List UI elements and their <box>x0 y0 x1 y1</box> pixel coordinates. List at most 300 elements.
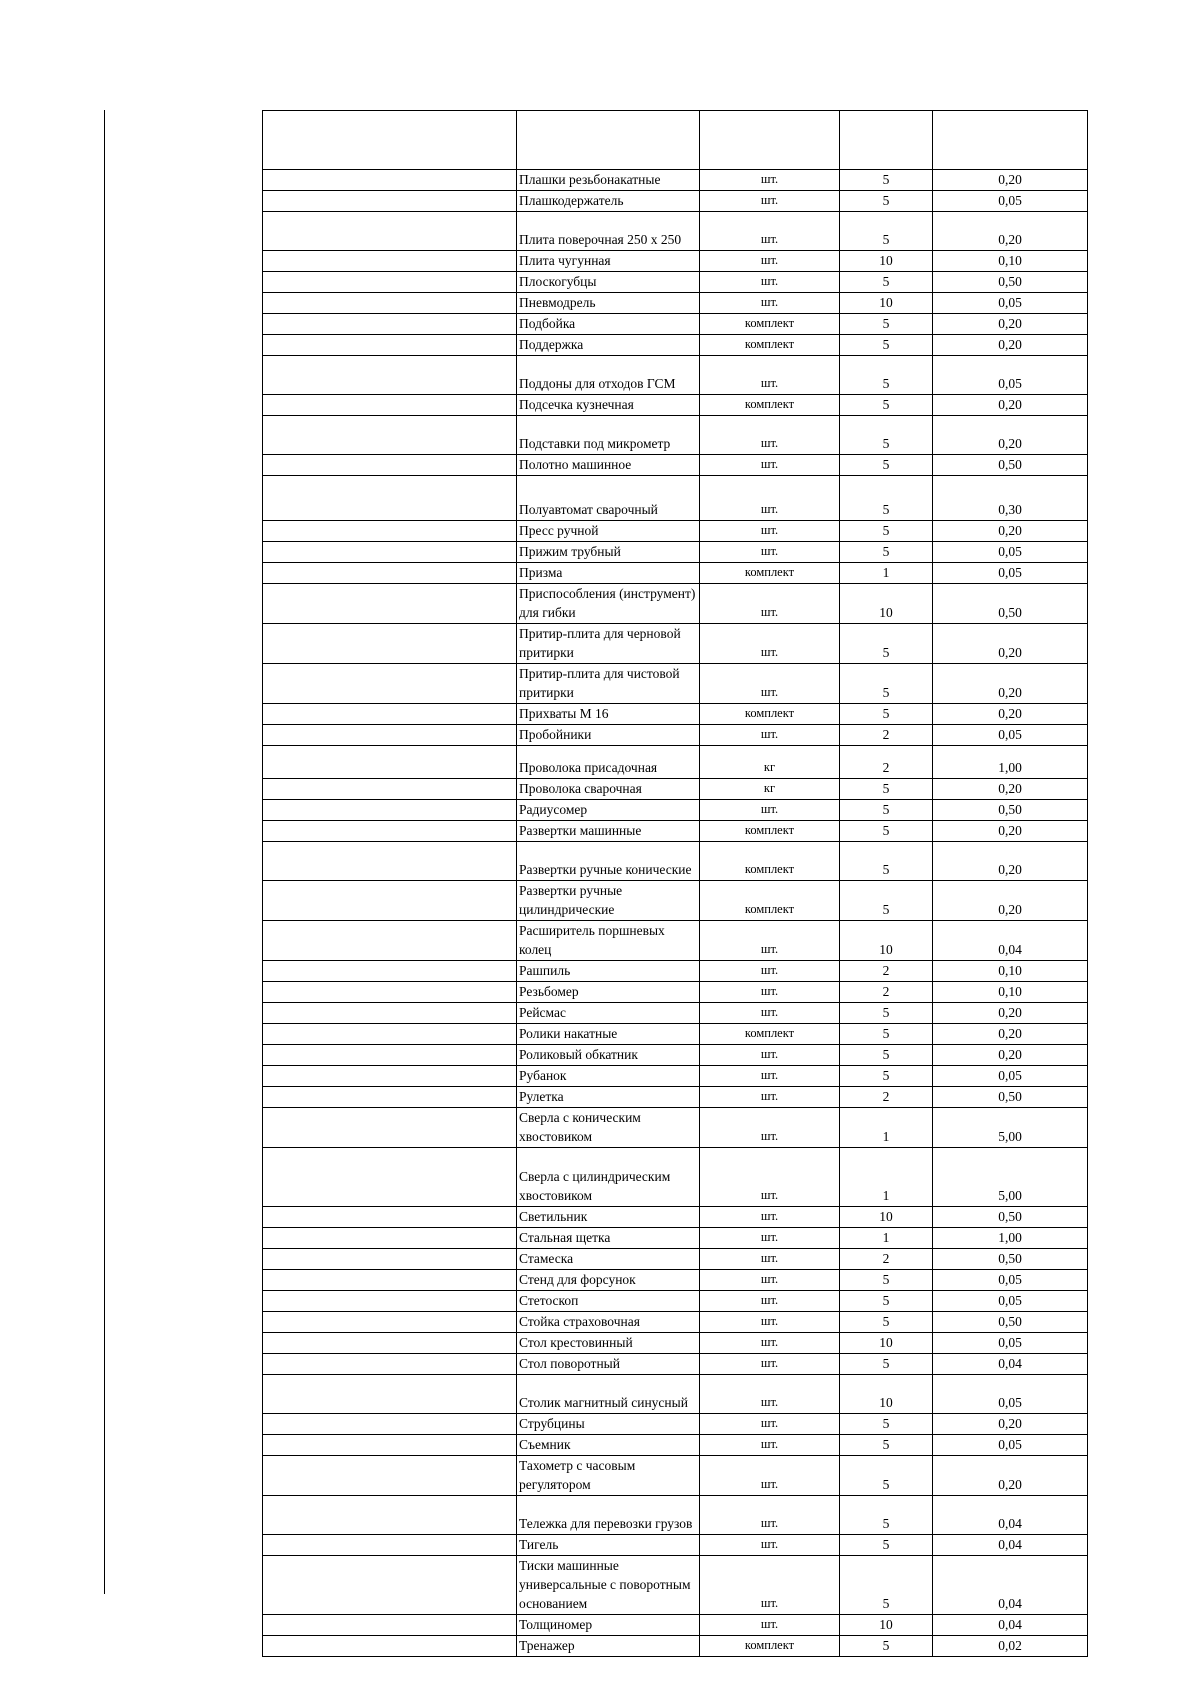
norm-cell: 0,04 <box>933 1354 1088 1375</box>
category-cell <box>263 1291 517 1312</box>
item-name-cell: Прижим трубный <box>517 542 700 563</box>
unit-cell: шт. <box>700 212 840 251</box>
unit-cell: шт. <box>700 584 840 624</box>
table-row <box>263 664 1088 704</box>
table-row <box>263 704 1088 725</box>
norm-cell: 0,20 <box>933 842 1088 881</box>
norm-cell: 0,50 <box>933 1312 1088 1333</box>
header-cell-category <box>263 111 517 170</box>
item-name-cell: Роликовый обкатник <box>517 1045 700 1066</box>
unit-cell: шт. <box>700 1556 840 1615</box>
quantity-cell: 2 <box>840 961 933 982</box>
norm-cell: 0,05 <box>933 1375 1088 1414</box>
quantity-cell: 10 <box>840 584 933 624</box>
item-name-cell: Поддержка <box>517 335 700 356</box>
item-name-cell: Развертки машинные <box>517 821 700 842</box>
table-row <box>263 1456 1088 1496</box>
norm-cell: 0,04 <box>933 921 1088 961</box>
category-cell <box>263 961 517 982</box>
table-row <box>263 1615 1088 1636</box>
item-name-cell: Рашпиль <box>517 961 700 982</box>
quantity-cell: 5 <box>840 1354 933 1375</box>
item-name-cell: Пресс ручной <box>517 521 700 542</box>
unit-cell: шт. <box>700 1354 840 1375</box>
item-name-cell: Плашки резьбонакатные <box>517 170 700 191</box>
item-name-cell: Стамеска <box>517 1249 700 1270</box>
item-name-cell: Проволока присадочная <box>517 746 700 779</box>
table-row <box>263 191 1088 212</box>
quantity-cell: 5 <box>840 476 933 521</box>
norm-cell: 0,20 <box>933 779 1088 800</box>
unit-cell: шт. <box>700 1087 840 1108</box>
norm-cell: 0,50 <box>933 584 1088 624</box>
category-cell <box>263 584 517 624</box>
quantity-cell: 5 <box>840 170 933 191</box>
item-name-cell: Рулетка <box>517 1087 700 1108</box>
left-margin-rule <box>104 110 105 1594</box>
norm-cell: 0,50 <box>933 1207 1088 1228</box>
item-name-cell: Поддоны для отходов ГСМ <box>517 356 700 395</box>
item-name-cell: Приспособления (инструмент) для гибки <box>517 584 700 624</box>
quantity-cell: 1 <box>840 563 933 584</box>
table-row <box>263 1066 1088 1087</box>
category-cell <box>263 1108 517 1148</box>
unit-cell: комплект <box>700 395 840 416</box>
category-cell <box>263 1045 517 1066</box>
category-cell <box>263 476 517 521</box>
table-row <box>263 1003 1088 1024</box>
table-row <box>263 476 1088 521</box>
norm-cell: 0,05 <box>933 356 1088 395</box>
quantity-cell: 10 <box>840 921 933 961</box>
item-name-cell: Рейсмас <box>517 1003 700 1024</box>
unit-cell: шт. <box>700 251 840 272</box>
norm-cell: 0,20 <box>933 521 1088 542</box>
table-row <box>263 1148 1088 1207</box>
unit-cell: шт. <box>700 455 840 476</box>
quantity-cell: 5 <box>840 1024 933 1045</box>
table-row <box>263 563 1088 584</box>
table-row <box>263 293 1088 314</box>
quantity-cell: 5 <box>840 1312 933 1333</box>
category-cell <box>263 800 517 821</box>
category-cell <box>263 563 517 584</box>
quantity-cell: 5 <box>840 881 933 921</box>
category-cell <box>263 1636 517 1657</box>
category-cell <box>263 1024 517 1045</box>
norm-cell: 0,10 <box>933 982 1088 1003</box>
category-cell <box>263 982 517 1003</box>
item-name-cell: Ролики накатные <box>517 1024 700 1045</box>
quantity-cell: 10 <box>840 1615 933 1636</box>
item-name-cell: Стол крестовинный <box>517 1333 700 1354</box>
table-row <box>263 1496 1088 1535</box>
table-row <box>263 779 1088 800</box>
norm-cell: 0,04 <box>933 1496 1088 1535</box>
unit-cell: шт. <box>700 1333 840 1354</box>
unit-cell: шт. <box>700 356 840 395</box>
table-row <box>263 251 1088 272</box>
category-cell <box>263 881 517 921</box>
item-name-cell: Тиски машинные универсальные с поворотным основанием <box>517 1556 700 1615</box>
quantity-cell: 5 <box>840 314 933 335</box>
header-cell-qty <box>840 111 933 170</box>
item-name-cell: Тележка для перевозки грузов <box>517 1496 700 1535</box>
item-name-cell: Полуавтомат сварочный <box>517 476 700 521</box>
category-cell <box>263 542 517 563</box>
quantity-cell: 5 <box>840 1556 933 1615</box>
item-name-cell: Развертки ручные конические <box>517 842 700 881</box>
item-name-cell: Призма <box>517 563 700 584</box>
quantity-cell: 5 <box>840 704 933 725</box>
quantity-cell: 5 <box>840 542 933 563</box>
unit-cell: комплект <box>700 1636 840 1657</box>
category-cell <box>263 272 517 293</box>
category-cell <box>263 746 517 779</box>
norm-cell: 0,04 <box>933 1535 1088 1556</box>
quantity-cell: 5 <box>840 1496 933 1535</box>
unit-cell: комплект <box>700 881 840 921</box>
quantity-cell: 2 <box>840 746 933 779</box>
quantity-cell: 1 <box>840 1108 933 1148</box>
table-row <box>263 821 1088 842</box>
category-cell <box>263 821 517 842</box>
category-cell <box>263 1414 517 1435</box>
unit-cell: шт. <box>700 170 840 191</box>
quantity-cell: 5 <box>840 779 933 800</box>
norm-cell: 0,20 <box>933 664 1088 704</box>
unit-cell: шт. <box>700 1291 840 1312</box>
unit-cell: шт. <box>700 800 840 821</box>
norm-cell: 0,05 <box>933 293 1088 314</box>
table-row <box>263 1354 1088 1375</box>
norm-cell: 0,10 <box>933 251 1088 272</box>
table-row <box>263 1108 1088 1148</box>
item-name-cell: Расширитель поршневых колец <box>517 921 700 961</box>
table-row <box>263 746 1088 779</box>
table-row <box>263 212 1088 251</box>
table-row <box>263 1333 1088 1354</box>
item-name-cell: Столик магнитный синусный <box>517 1375 700 1414</box>
table-row <box>263 1414 1088 1435</box>
quantity-cell: 5 <box>840 664 933 704</box>
quantity-cell: 10 <box>840 1207 933 1228</box>
item-name-cell: Тахометр с часовым регулятором <box>517 1456 700 1496</box>
item-name-cell: Пробойники <box>517 725 700 746</box>
norm-cell: 0,05 <box>933 1435 1088 1456</box>
category-cell <box>263 1435 517 1456</box>
table-row <box>263 356 1088 395</box>
unit-cell: комплект <box>700 563 840 584</box>
norm-cell: 0,05 <box>933 563 1088 584</box>
norm-cell: 0,20 <box>933 395 1088 416</box>
quantity-cell: 2 <box>840 1249 933 1270</box>
unit-cell: комплект <box>700 1024 840 1045</box>
norm-cell: 0,10 <box>933 961 1088 982</box>
quantity-cell: 5 <box>840 1045 933 1066</box>
table-row <box>263 982 1088 1003</box>
table-row <box>263 395 1088 416</box>
table-row <box>263 455 1088 476</box>
item-name-cell: Рубанок <box>517 1066 700 1087</box>
item-name-cell: Стойка страховочная <box>517 1312 700 1333</box>
category-cell <box>263 704 517 725</box>
quantity-cell: 2 <box>840 1087 933 1108</box>
unit-cell: шт. <box>700 1207 840 1228</box>
table-row <box>263 314 1088 335</box>
table-row <box>263 584 1088 624</box>
norm-cell: 0,04 <box>933 1556 1088 1615</box>
norm-cell: 0,20 <box>933 624 1088 664</box>
table-row <box>263 170 1088 191</box>
table-row <box>263 921 1088 961</box>
norm-cell: 0,05 <box>933 1066 1088 1087</box>
table-row <box>263 1270 1088 1291</box>
norm-cell: 0,20 <box>933 1456 1088 1496</box>
item-name-cell: Радиусомер <box>517 800 700 821</box>
item-name-cell: Резьбомер <box>517 982 700 1003</box>
item-name-cell: Тренажер <box>517 1636 700 1657</box>
norm-cell: 0,20 <box>933 314 1088 335</box>
item-name-cell: Стол поворотный <box>517 1354 700 1375</box>
unit-cell: шт. <box>700 1435 840 1456</box>
quantity-cell: 10 <box>840 1333 933 1354</box>
category-cell <box>263 664 517 704</box>
unit-cell: шт. <box>700 1615 840 1636</box>
quantity-cell: 5 <box>840 624 933 664</box>
table-row <box>263 335 1088 356</box>
item-name-cell: Плоскогубцы <box>517 272 700 293</box>
category-cell <box>263 1535 517 1556</box>
category-cell <box>263 1087 517 1108</box>
category-cell <box>263 1354 517 1375</box>
unit-cell: шт. <box>700 664 840 704</box>
header-cell-unit <box>700 111 840 170</box>
table-row <box>263 521 1088 542</box>
unit-cell: комплект <box>700 704 840 725</box>
item-name-cell: Плита чугунная <box>517 251 700 272</box>
quantity-cell: 5 <box>840 1535 933 1556</box>
norm-cell: 0,05 <box>933 542 1088 563</box>
unit-cell: шт. <box>700 1148 840 1207</box>
unit-cell: шт. <box>700 961 840 982</box>
norm-cell: 0,20 <box>933 1045 1088 1066</box>
norm-cell: 0,04 <box>933 1615 1088 1636</box>
item-name-cell: Сверла с цилиндрическим хвостовиком <box>517 1148 700 1207</box>
item-name-cell: Пневмодрель <box>517 293 700 314</box>
unit-cell: шт. <box>700 1535 840 1556</box>
table-row <box>263 1207 1088 1228</box>
category-cell <box>263 335 517 356</box>
item-name-cell: Съемник <box>517 1435 700 1456</box>
category-cell <box>263 779 517 800</box>
header-cell-name <box>517 111 700 170</box>
category-cell <box>263 356 517 395</box>
norm-cell: 0,20 <box>933 1414 1088 1435</box>
quantity-cell: 5 <box>840 212 933 251</box>
quantity-cell: 5 <box>840 1435 933 1456</box>
norm-cell: 0,30 <box>933 476 1088 521</box>
quantity-cell: 5 <box>840 191 933 212</box>
category-cell <box>263 1375 517 1414</box>
item-name-cell: Толщиномер <box>517 1615 700 1636</box>
table-row <box>263 1435 1088 1456</box>
unit-cell: шт. <box>700 1496 840 1535</box>
category-cell <box>263 921 517 961</box>
unit-cell: шт. <box>700 982 840 1003</box>
item-name-cell: Стенд для форсунок <box>517 1270 700 1291</box>
unit-cell: комплект <box>700 842 840 881</box>
item-name-cell: Сверла с коническим хвостовиком <box>517 1108 700 1148</box>
item-name-cell: Притир-плита для чистовой притирки <box>517 664 700 704</box>
table-row <box>263 1045 1088 1066</box>
norm-cell: 0,20 <box>933 704 1088 725</box>
table-row <box>263 1291 1088 1312</box>
quantity-cell: 5 <box>840 521 933 542</box>
quantity-cell: 5 <box>840 821 933 842</box>
item-name-cell: Стальная щетка <box>517 1228 700 1249</box>
item-name-cell: Развертки ручные цилиндрические <box>517 881 700 921</box>
quantity-cell: 5 <box>840 1414 933 1435</box>
category-cell <box>263 314 517 335</box>
item-name-cell: Подбойка <box>517 314 700 335</box>
quantity-cell: 1 <box>840 1228 933 1249</box>
quantity-cell: 5 <box>840 455 933 476</box>
equipment-table <box>262 110 1088 1657</box>
unit-cell: кг <box>700 779 840 800</box>
table-row <box>263 1312 1088 1333</box>
unit-cell: шт. <box>700 1066 840 1087</box>
norm-cell: 0,20 <box>933 212 1088 251</box>
quantity-cell: 1 <box>840 1148 933 1207</box>
category-cell <box>263 1556 517 1615</box>
category-cell <box>263 624 517 664</box>
table-header-row <box>263 111 1088 170</box>
quantity-cell: 5 <box>840 416 933 455</box>
item-name-cell: Подставки под микрометр <box>517 416 700 455</box>
category-cell <box>263 1312 517 1333</box>
quantity-cell: 10 <box>840 1375 933 1414</box>
category-cell <box>263 416 517 455</box>
unit-cell: шт. <box>700 1228 840 1249</box>
norm-cell: 0,50 <box>933 272 1088 293</box>
norm-cell: 0,05 <box>933 1270 1088 1291</box>
table-row <box>263 416 1088 455</box>
norm-cell: 0,20 <box>933 170 1088 191</box>
header-cell-norm <box>933 111 1088 170</box>
table-row <box>263 1375 1088 1414</box>
unit-cell: комплект <box>700 335 840 356</box>
category-cell <box>263 842 517 881</box>
quantity-cell: 10 <box>840 251 933 272</box>
table-row <box>263 1535 1088 1556</box>
category-cell <box>263 251 517 272</box>
category-cell <box>263 521 517 542</box>
unit-cell: шт. <box>700 1003 840 1024</box>
unit-cell: шт. <box>700 1108 840 1148</box>
category-cell <box>263 395 517 416</box>
table-row <box>263 1556 1088 1615</box>
norm-cell: 0,20 <box>933 881 1088 921</box>
category-cell <box>263 1148 517 1207</box>
quantity-cell: 5 <box>840 395 933 416</box>
norm-cell: 0,20 <box>933 1003 1088 1024</box>
quantity-cell: 2 <box>840 725 933 746</box>
category-cell <box>263 1249 517 1270</box>
table-row <box>263 842 1088 881</box>
table-row <box>263 881 1088 921</box>
unit-cell: шт. <box>700 293 840 314</box>
unit-cell: шт. <box>700 476 840 521</box>
norm-cell: 0,20 <box>933 1024 1088 1045</box>
norm-cell: 5,00 <box>933 1108 1088 1148</box>
norm-cell: 1,00 <box>933 746 1088 779</box>
quantity-cell: 5 <box>840 335 933 356</box>
category-cell <box>263 293 517 314</box>
category-cell <box>263 191 517 212</box>
norm-cell: 0,50 <box>933 455 1088 476</box>
quantity-cell: 5 <box>840 1270 933 1291</box>
unit-cell: шт. <box>700 416 840 455</box>
item-name-cell: Прихваты М 16 <box>517 704 700 725</box>
unit-cell: шт. <box>700 1249 840 1270</box>
norm-cell: 0,02 <box>933 1636 1088 1657</box>
unit-cell: шт. <box>700 1375 840 1414</box>
unit-cell: шт. <box>700 725 840 746</box>
quantity-cell: 5 <box>840 1291 933 1312</box>
item-name-cell: Подсечка кузнечная <box>517 395 700 416</box>
table-row <box>263 624 1088 664</box>
category-cell <box>263 170 517 191</box>
unit-cell: шт. <box>700 542 840 563</box>
quantity-cell: 5 <box>840 800 933 821</box>
norm-cell: 0,20 <box>933 821 1088 842</box>
item-name-cell: Полотно машинное <box>517 455 700 476</box>
quantity-cell: 5 <box>840 1456 933 1496</box>
norm-cell: 0,50 <box>933 1087 1088 1108</box>
item-name-cell: Тигель <box>517 1535 700 1556</box>
category-cell <box>263 1207 517 1228</box>
norm-cell: 5,00 <box>933 1148 1088 1207</box>
norm-cell: 0,05 <box>933 191 1088 212</box>
table-row <box>263 1636 1088 1657</box>
item-name-cell: Плашкодержатель <box>517 191 700 212</box>
category-cell <box>263 1003 517 1024</box>
norm-cell: 0,20 <box>933 416 1088 455</box>
unit-cell: шт. <box>700 1270 840 1291</box>
category-cell <box>263 725 517 746</box>
table-row <box>263 800 1088 821</box>
unit-cell: шт. <box>700 624 840 664</box>
table-row <box>263 1228 1088 1249</box>
category-cell <box>263 1270 517 1291</box>
quantity-cell: 10 <box>840 293 933 314</box>
category-cell <box>263 212 517 251</box>
unit-cell: шт. <box>700 521 840 542</box>
unit-cell: комплект <box>700 314 840 335</box>
unit-cell: шт. <box>700 921 840 961</box>
table-row <box>263 1249 1088 1270</box>
table-row <box>263 542 1088 563</box>
unit-cell: шт. <box>700 272 840 293</box>
item-name-cell: Притир-плита для черновой притирки <box>517 624 700 664</box>
unit-cell: шт. <box>700 1414 840 1435</box>
unit-cell: кг <box>700 746 840 779</box>
category-cell <box>263 1456 517 1496</box>
table-row <box>263 725 1088 746</box>
unit-cell: комплект <box>700 821 840 842</box>
quantity-cell: 2 <box>840 982 933 1003</box>
